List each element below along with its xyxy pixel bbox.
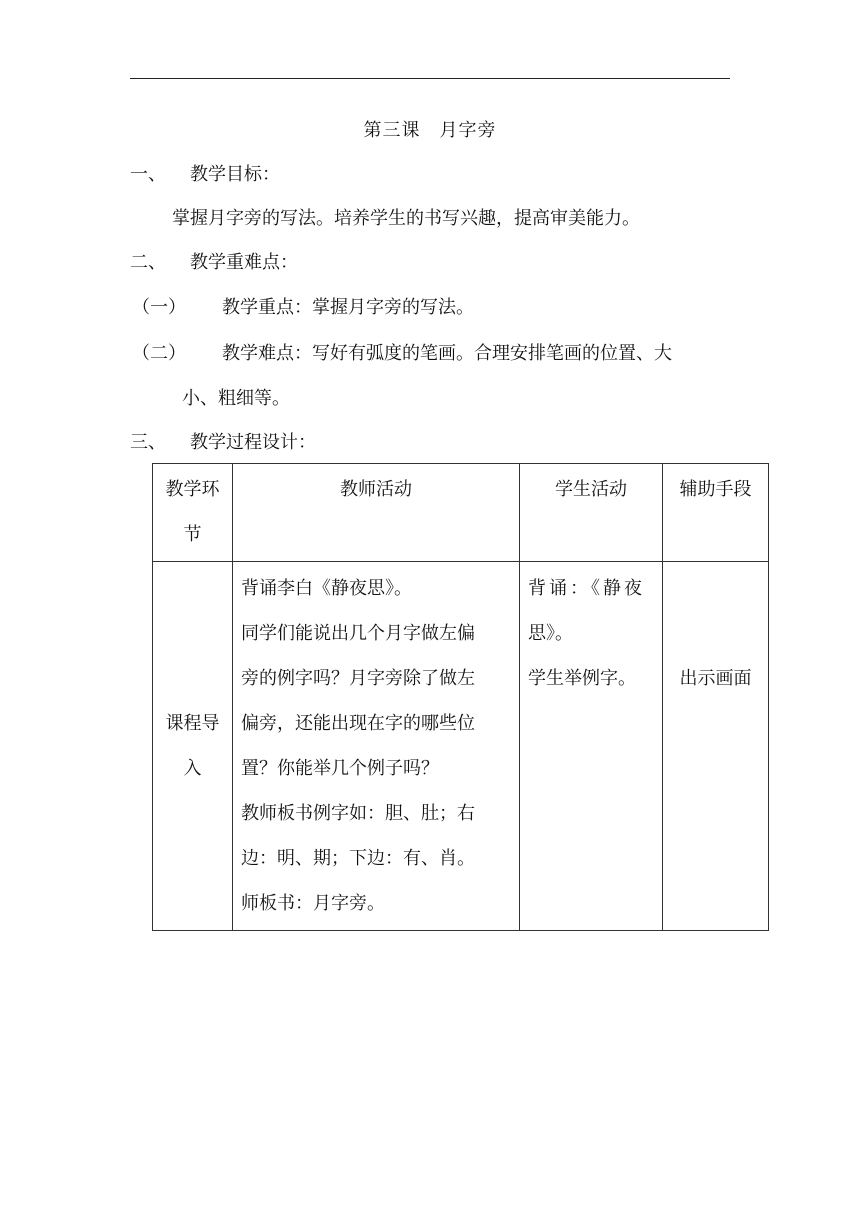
- teacher-line: 教师板书例字如：胆、肚；右: [241, 803, 475, 824]
- point-2: [132, 341, 672, 367]
- section-heading-text: 教学目标：: [190, 164, 280, 185]
- header-rule: [130, 78, 730, 79]
- student-line: 思》。: [528, 623, 573, 644]
- stage-line: 课程导: [165, 713, 220, 734]
- goal-text: 掌握月字旁的写法。培养学生的书写兴趣，提高审美能力。: [172, 208, 640, 229]
- section-heading-text: 教学重难点：: [190, 252, 298, 273]
- header-stage-line: 节: [183, 524, 202, 545]
- header-stage-line: 教学环: [165, 479, 220, 500]
- header-student: 学生活动: [520, 464, 663, 562]
- point-number: （一）: [132, 297, 186, 318]
- cell-aids: [663, 562, 769, 931]
- cell-student-activity: [520, 562, 663, 931]
- header-teacher: 教师活动: [233, 464, 520, 562]
- header-aids: 辅助手段: [663, 464, 769, 562]
- stage-line: 入: [183, 758, 202, 779]
- section-number: 一、: [130, 164, 166, 185]
- section-number: 二、: [130, 252, 166, 273]
- teacher-line: 偏旁，还能出现在字的哪些位: [241, 713, 475, 734]
- aids-text: 出示画面: [679, 668, 752, 689]
- point-text: 教学重点：掌握月字旁的写法。: [222, 297, 474, 318]
- point-number: （二）: [132, 343, 186, 364]
- section-3-heading: [130, 430, 316, 456]
- teacher-line: 同学们能说出几个月字做左偏: [241, 623, 475, 644]
- point-text: 教学难点：写好有弧度的笔画。合理安排笔画的位置、大: [222, 343, 672, 364]
- student-line: 背诵：《静夜: [528, 578, 645, 599]
- table-header-row: [153, 464, 769, 562]
- section-number: 三、: [130, 432, 166, 453]
- student-line: 学生举例字。: [528, 668, 636, 689]
- page-title: 第三课 月字旁: [363, 120, 497, 141]
- teacher-line: 置？你能举几个例子吗？: [241, 758, 439, 779]
- teacher-line: 背诵李白《静夜思》。: [241, 578, 412, 599]
- point-1: [132, 295, 474, 321]
- section-heading-text: 教学过程设计：: [190, 432, 316, 453]
- header-stage: [153, 464, 233, 562]
- cell-teacher-activity: [233, 562, 520, 931]
- table-row: [153, 562, 769, 931]
- point-2-continuation: 小、粗细等。: [182, 388, 290, 409]
- teacher-line: 边：明、期；下边：有、肖。: [241, 848, 475, 869]
- section-1-heading: [130, 162, 280, 188]
- process-table: [152, 463, 769, 931]
- teacher-line: 旁的例字吗？月字旁除了做左: [241, 668, 475, 689]
- teacher-line: 师板书：月字旁。: [241, 893, 385, 914]
- cell-stage: [153, 562, 233, 931]
- section-2-heading: [130, 250, 298, 276]
